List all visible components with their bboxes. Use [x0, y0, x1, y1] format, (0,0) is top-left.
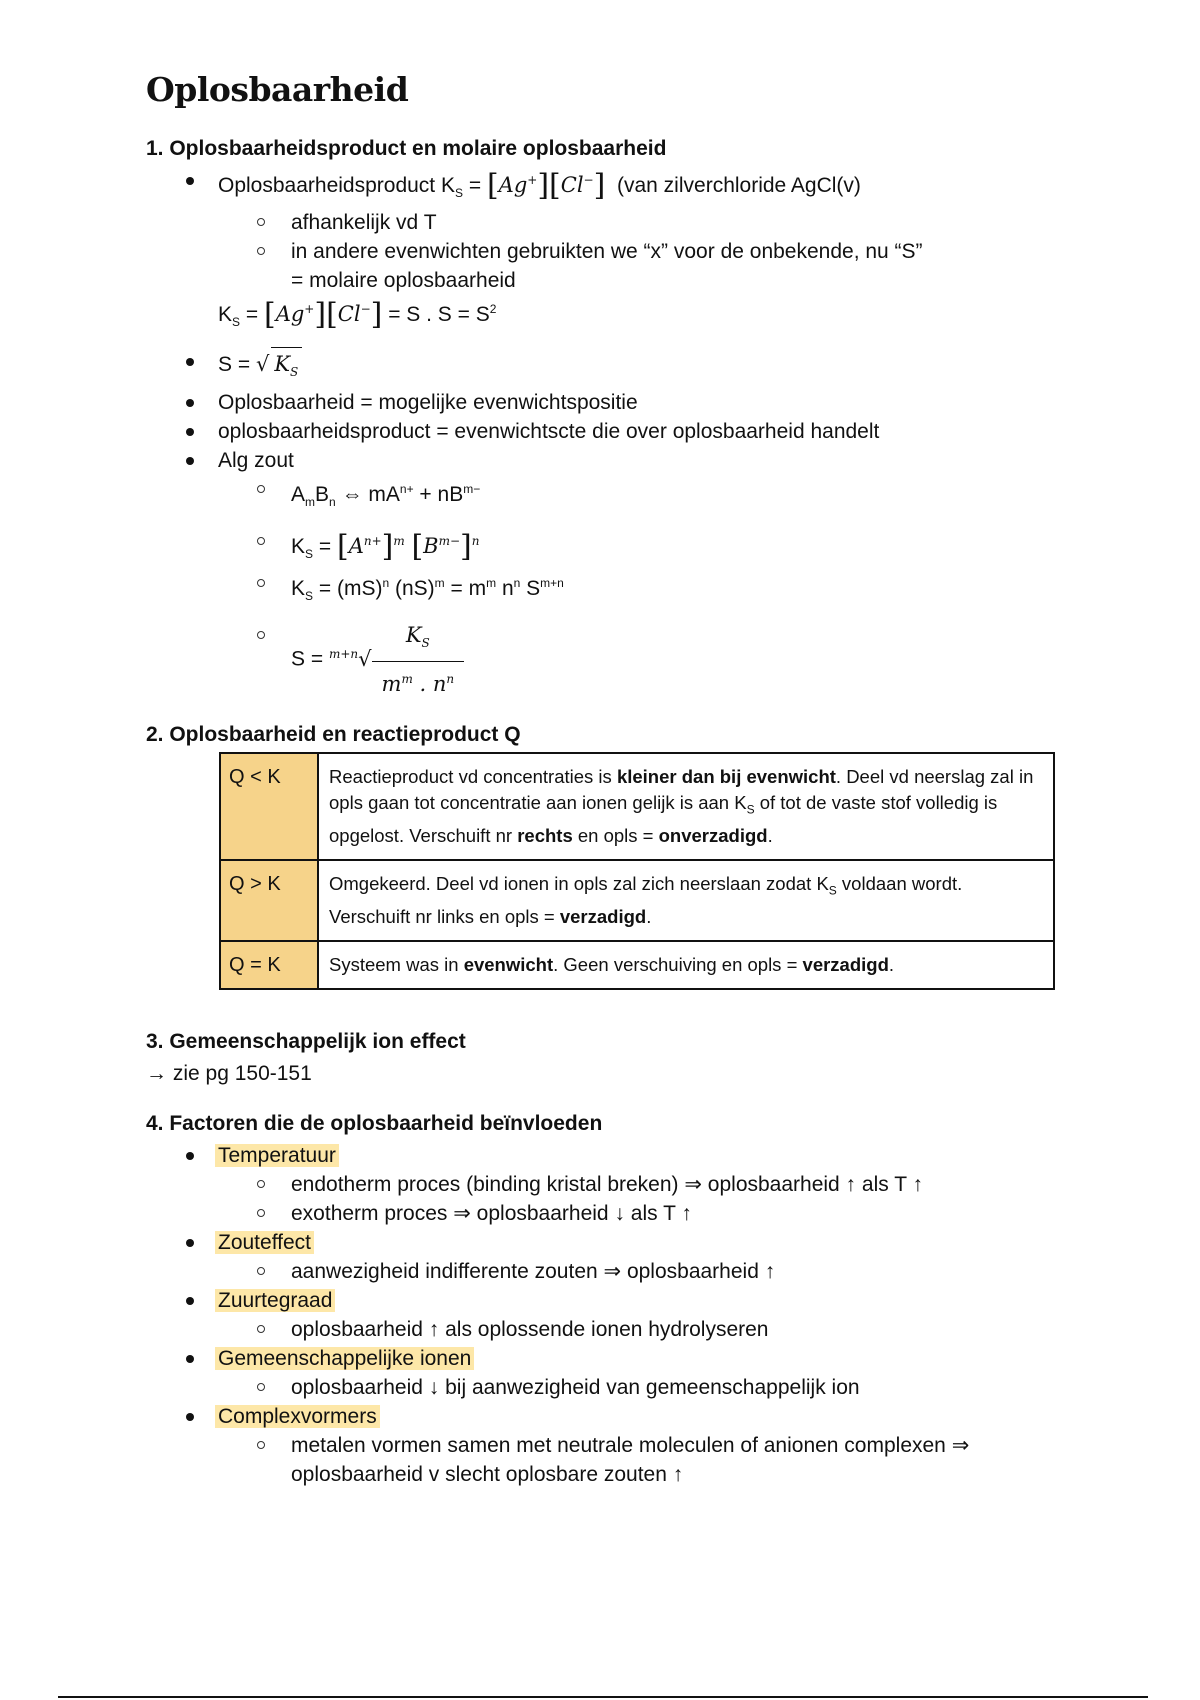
bullet-ks-definition: Oplosbaarheidsproduct $K_S = [Ag^+][Cl^-]$ (van zilverchloride AgCl(v)	[146, 166, 1066, 208]
row-key: Q < K	[220, 753, 318, 860]
ks-expanded-formula: $K_S = (mS)^n$ $(nS)^m = m^m$ $n^n$ $S^{m+n}$	[146, 569, 1066, 611]
sub-bullet-complexvormers: metalen vormen samen met neutrale moleculen of anionen complexen ⇒ oplosbaarheid v slecht oplosbare zouten ↑	[146, 1431, 1066, 1489]
zout-reaction: $A_mB_n$ ⇔ $mA^{n+} + nB^{m-}$	[146, 475, 1066, 517]
section-3-heading: 3. Gemeenschappelijk ion effect	[146, 1029, 466, 1053]
row-description: Systeem was in evenwicht. Geen verschuiving en opls = verzadigd.	[318, 941, 1054, 989]
page-title: Oplosbaarheid	[146, 70, 409, 109]
row-description: Reactieproduct vd concentraties is kleiner dan bij evenwicht. Deel vd neerslag zal in opls gaan tot concentratie aan ionen gelijk is aan $K_S$ of tot de vaste stof volledig is opgelost. Verschuift nr rechts en opls = onverzadigd.	[318, 753, 1054, 860]
table-row	[220, 860, 1054, 941]
bullet-oplosbaarheidsproduct: oplosbaarheidsproduct = evenwichtscte die over oplosbaarheid handelt	[146, 417, 1066, 446]
section-2-heading: 2. Oplosbaarheid en reactieproduct Q	[146, 723, 521, 747]
bullet-oplosbaarheid: Oplosbaarheid = mogelijke evenwichtspositie	[146, 388, 1066, 417]
row-description: Omgekeerd. Deel vd ionen in opls zal zich neerslaan zodat $K_S$ voldaan wordt. Verschuift nr links en opls = verzadigd.	[318, 860, 1054, 941]
row-key: Q > K	[220, 860, 318, 941]
sub-bullet-zouteffect: aanwezigheid indifferente zouten ⇒ oplosbaarheid ↑	[146, 1257, 1066, 1286]
sub-bullet-molar-solubility: in andere evenwichten gebruikten we “x” voor de onbekende, nu “S” = molaire oplosbaarheid	[146, 237, 1066, 295]
section-4-heading: 4. Factoren die de oplosbaarheid beïnvloeden	[146, 1111, 603, 1135]
bullet-complexvormers: Complexvormers	[146, 1402, 1066, 1431]
section-3-reference: → zie pg 150-151	[146, 1061, 312, 1085]
bullet-alg-zout: Alg zout	[146, 446, 1066, 475]
sub-bullet-endotherm: endotherm proces (binding kristal breken) ⇒ oplosbaarheid ↑ als T ↑	[146, 1170, 1066, 1199]
section-1-heading: 1. Oplosbaarheidsproduct en molaire oplosbaarheid	[146, 137, 667, 160]
bullet-zouteffect: Zouteffect	[146, 1228, 1066, 1257]
document-page	[146, 70, 1066, 1489]
bullet-s-sqrt: S = √ $K_S$	[146, 347, 1066, 387]
s-general-formula: S = $^{m+n}$√ $\frac{K_S}{m^m . n^n}$	[146, 621, 1066, 699]
ks-s-squared-formula: $K_S = [Ag^+][Cl^-] = S$ . $S = S^2$	[218, 297, 497, 333]
sub-bullet-zuurtegraad: oplosbaarheid ↑ als oplossende ionen hydrolyseren	[146, 1315, 1066, 1344]
row-key: Q = K	[220, 941, 318, 989]
bullet-zuurtegraad: Zuurtegraad	[146, 1286, 1066, 1315]
q-vs-k-table	[219, 752, 1055, 989]
bullet-temperatuur: Temperatuur	[146, 1141, 1066, 1170]
page-bottom-rule	[58, 1696, 1148, 1698]
sub-bullet-gemeenschappelijke-ionen: oplosbaarheid ↓ bij aanwezigheid van gemeenschappelijk ion	[146, 1373, 1066, 1402]
table-row	[220, 753, 1054, 860]
bullet-gemeenschappelijke-ionen: Gemeenschappelijke ionen	[146, 1344, 1066, 1373]
table-row	[220, 941, 1054, 989]
ks-formula: [Ag+][Cl−]	[486, 168, 606, 203]
ks-general-formula: $K_S = [A^{n+}]^m$ $[B^{m-}]^n$	[146, 527, 1066, 569]
sub-bullet-exotherm: exotherm proces ⇒ oplosbaarheid ↓ als T ↑	[146, 1199, 1066, 1228]
sub-bullet-temperature-dependent: afhankelijk vd T	[146, 208, 1066, 237]
